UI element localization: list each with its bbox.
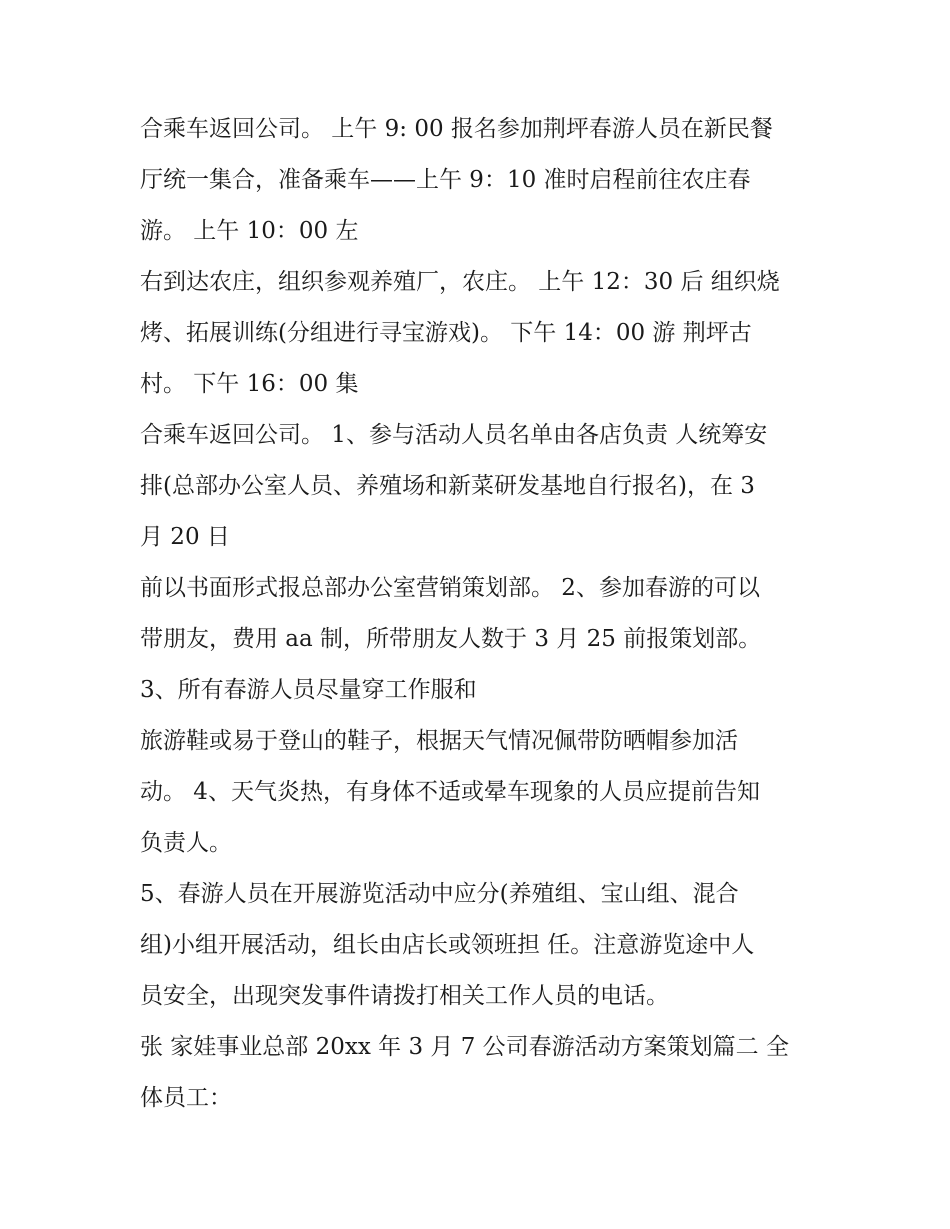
text-line: 厅统一集合，准备乘车——上午 9：10 准时启程前往农庄春: [140, 167, 751, 193]
text-line: 游。 上午 10：00 左: [140, 218, 359, 244]
text-line: 烤、拓展训练(分组进行寻宝游戏)。 下午 14：00 游 荆坪古: [140, 320, 752, 346]
text-line: 右到达农庄，组织参观养殖厂，农庄。 上午 12：30 后 组织烧: [140, 269, 780, 295]
text-line: 村。 下午 16：00 集: [140, 371, 359, 397]
text-line: 5、春游人员在开展游览活动中应分(养殖组、宝山组、混合: [140, 881, 739, 907]
text-line: 旅游鞋或易于登山的鞋子，根据天气情况佩带防晒帽参加活: [140, 728, 738, 754]
text-line: 动。 4、天气炎热，有身体不适或晕车现象的人员应提前告知: [140, 779, 760, 805]
text-line: 前以书面形式报总部办公室营销策划部。 2、参加春游的可以: [140, 575, 760, 601]
text-line: 带朋友，费用 aa 制，所带朋友人数于 3 月 25 前报策划部。: [140, 626, 762, 652]
text-line: 组)小组开展活动，组长由店长或领班担 任。注意游览途中人: [140, 932, 755, 958]
document-body: [140, 104, 820, 1124]
text-line: 月 20 日: [140, 524, 230, 550]
text-line: 负责人。: [140, 830, 232, 856]
text-line: 员安全，出现突发事件请拨打相关工作人员的电话。: [140, 983, 669, 1009]
text-line: 合乘车返回公司。 1、参与活动人员名单由各店负责 人统筹安: [140, 422, 768, 448]
text-line: 张 家娃事业总部 20xx 年 3 月 7 公司春游活动方案策划篇二 全: [140, 1034, 789, 1060]
text-line: 体员工：: [140, 1085, 232, 1111]
text-line: 3、所有春游人员尽量穿工作服和: [140, 677, 477, 703]
text-line: 合乘车返回公司。 上午 9: 00 报名参加荆坪春游人员在新民餐: [140, 116, 773, 142]
text-line: 排(总部办公室人员、养殖场和新菜研发基地自行报名)，在 3: [140, 473, 755, 499]
